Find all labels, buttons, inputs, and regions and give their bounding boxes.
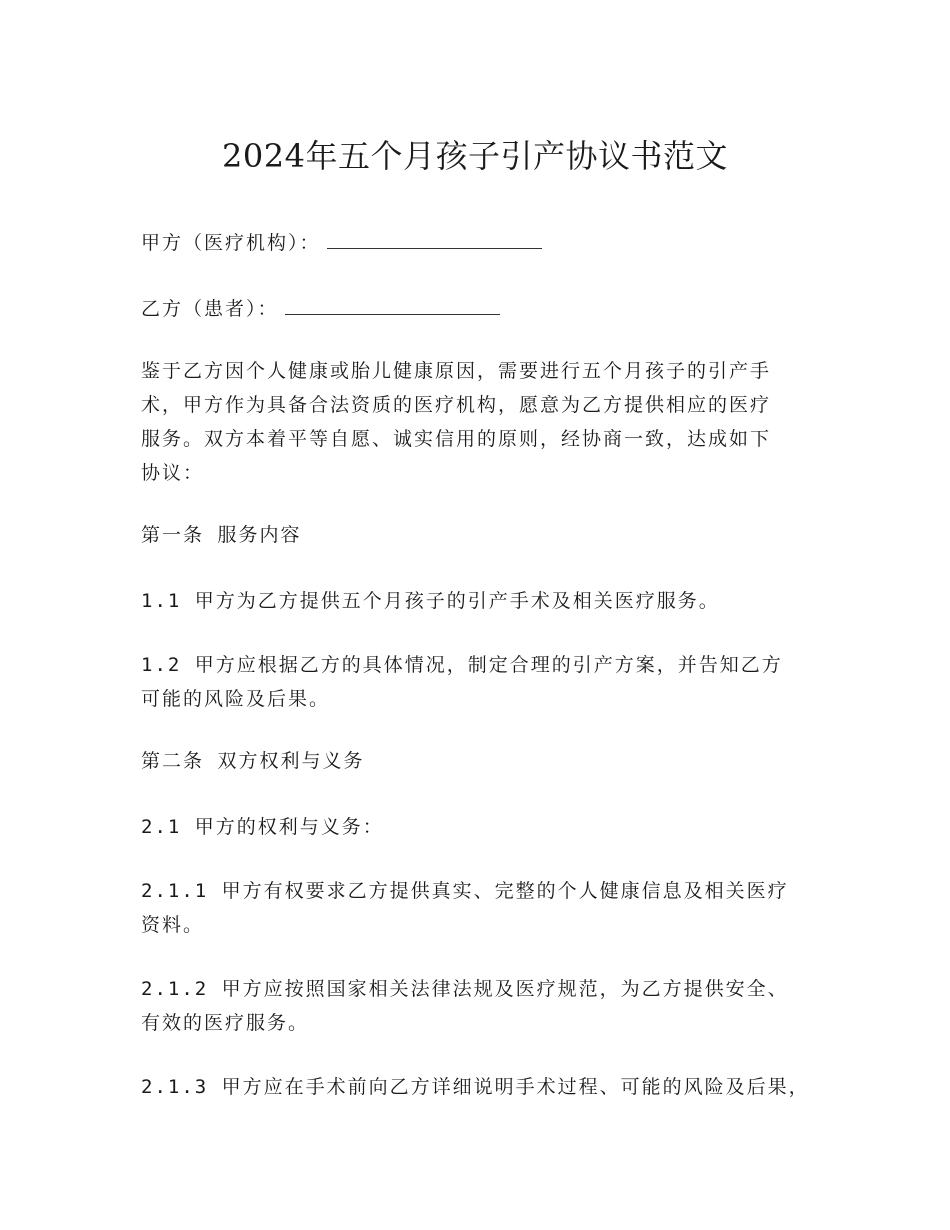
clause-1-1: 1.1 甲方为乙方提供五个月孩子的引产手术及相关医疗服务。 — [141, 590, 720, 612]
party-a-blank — [327, 228, 542, 249]
preamble-line: 协议： — [141, 462, 205, 484]
party-b-blank — [285, 294, 500, 315]
clause-line: 资料。 — [141, 914, 205, 936]
clause-line: 可能的风险及后果。 — [141, 688, 331, 710]
clause-line: 2.1.2 甲方应按照国家相关法律法规及医疗规范，为乙方提供安全、 — [141, 978, 789, 1000]
preamble-line: 鉴于乙方因个人健康或胎儿健康原因，需要进行五个月孩子的引产手 — [141, 360, 772, 382]
party-a-line — [141, 226, 801, 260]
clause-1-2 — [141, 648, 801, 716]
clause-2-1: 2.1 甲方的权利与义务： — [141, 816, 384, 838]
preamble-paragraph — [141, 354, 801, 490]
party-b-label: 乙方（患者）： — [141, 298, 279, 320]
clause-line: 2.1.1 甲方有权要求乙方提供真实、完整的个人健康信息及相关医疗 — [141, 880, 789, 902]
preamble-line: 服务。双方本着平等自愿、诚实信用的原则，经协商一致，达成如下 — [141, 428, 772, 450]
clause-2-1-3: 2.1.3 甲方应在手术前向乙方详细说明手术过程、可能的风险及后果， — [141, 1076, 810, 1098]
article-2-heading: 第二条 双方权利与义务 — [141, 750, 365, 772]
article-1-heading: 第一条 服务内容 — [141, 524, 302, 546]
party-a-label: 甲方（医疗机构）： — [141, 232, 321, 254]
clause-line: 有效的医疗服务。 — [141, 1012, 310, 1034]
party-b-line — [141, 292, 801, 326]
document-title: 2024年五个月孩子引产协议书范文 — [222, 137, 728, 175]
clause-2-1-1 — [141, 874, 801, 942]
preamble-line: 术，甲方作为具备合法资质的医疗机构，愿意为乙方提供相应的医疗 — [141, 394, 772, 416]
clause-line: 1.2 甲方应根据乙方的具体情况，制定合理的引产方案，并告知乙方 — [141, 654, 783, 676]
clause-2-1-2 — [141, 972, 801, 1040]
